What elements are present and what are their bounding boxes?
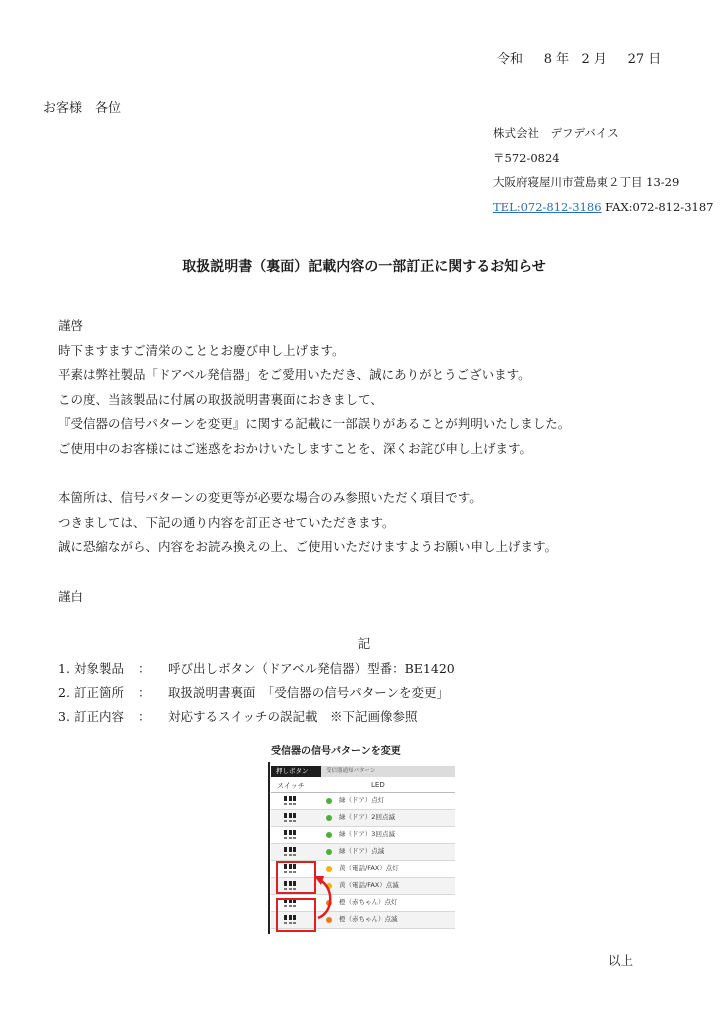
date-day: 27 日 — [627, 52, 662, 67]
sender-contact — [493, 195, 713, 220]
figure-row — [271, 844, 455, 861]
closing-mark: 以上 — [608, 953, 634, 968]
dip-switch-icon — [284, 796, 298, 806]
item-number: 3. — [58, 709, 70, 724]
body-line: この度、当該製品に付属の取扱説明書裏面におきまして、 — [58, 391, 383, 407]
item-label: 訂正内容 — [74, 709, 125, 724]
dip-switch-icon — [284, 847, 298, 857]
body-line: 誠に恐縮ながら、内容をお読み換えの上、ご使用いただけますようお願い申し上げます。 — [58, 539, 558, 554]
item-value: 取扱説明書裏面 「受信器の信号パターンを変更」 — [168, 685, 450, 700]
header-pattern-label: 受信器通知パターン — [326, 768, 376, 774]
header-button-label: 押しボタン — [271, 766, 321, 777]
highlight-box-lower — [276, 898, 316, 932]
item-list — [58, 657, 455, 729]
figure-header-bar — [271, 766, 455, 777]
highlight-box-upper — [276, 861, 316, 894]
list-item — [58, 681, 455, 705]
body-line: つきましては、下記の通り内容を訂正させていただきます。 — [58, 514, 395, 530]
item-label: 対象製品 — [74, 661, 125, 676]
led-pattern-label: 橙（赤ちゃん）点灯 — [339, 898, 398, 906]
body-line: 時下ますますご清栄のこととお慶び申し上げます。 — [58, 342, 345, 358]
dip-switch-icon — [284, 830, 298, 840]
led-pattern-label: 黄（電話/FAX）点灯 — [339, 864, 399, 872]
figure-row — [271, 810, 455, 827]
led-dot-icon — [326, 832, 332, 838]
led-dot-icon — [326, 849, 332, 855]
item-colon: ： — [138, 709, 151, 724]
addressee: お客様 各位 — [43, 101, 122, 116]
list-item — [58, 705, 455, 729]
tel-link[interactable]: TEL:072-812-3186 — [493, 199, 602, 214]
ki-heading: 記 — [357, 636, 371, 651]
manual-excerpt-figure — [268, 742, 456, 934]
swap-arrow-icon — [312, 870, 340, 926]
sender-block — [493, 121, 713, 219]
figure-row — [271, 827, 455, 844]
item-value: 呼び出しボタン（ドアベル発信器）型番：BE1420 — [168, 661, 455, 676]
item-number: 1. — [58, 661, 70, 676]
item-colon: ： — [138, 661, 151, 676]
item-number: 2. — [58, 685, 70, 700]
led-dot-icon — [326, 815, 332, 821]
list-item — [58, 657, 455, 681]
opening-salutation: 謹啓 — [58, 318, 84, 333]
led-pattern-label: 緑（ドア）点灯 — [339, 796, 385, 804]
body-line: 本箇所は、信号パターンの変更等が必要な場合のみ参照いただく項目です。 — [58, 490, 482, 505]
dip-switch-icon — [284, 813, 298, 823]
item-label: 訂正箇所 — [74, 685, 125, 700]
col-led-label: LED — [371, 781, 385, 789]
sender-company: 株式会社 デフデバイス — [493, 126, 619, 140]
body-line: 平素は弊社製品「ドアベル発信器」をご愛用いただき、誠にありがとうございます。 — [58, 367, 531, 382]
led-pattern-label: 緑（ドア）3回点滅 — [339, 830, 395, 838]
date-month: 2 月 — [581, 52, 607, 67]
sender-postal: 〒572-0824 — [493, 150, 560, 165]
sender-address: 大阪府寝屋川市萱島東２丁目 13-29 — [493, 175, 680, 189]
figure-column-header — [271, 778, 455, 793]
date-era: 令和 — [497, 52, 524, 67]
figure-title: 受信器の信号パターンを変更 — [271, 746, 401, 757]
body-line: 『受信器の信号パターンを変更』に関する記載に一部誤りがあることが判明いたしました。 — [58, 416, 571, 431]
led-pattern-label: 黄（電話/FAX）点滅 — [339, 881, 399, 889]
item-colon: ： — [138, 685, 151, 700]
led-dot-icon — [326, 798, 332, 804]
body-line: ご使用中のお客様にはご迷惑をおかけいたしますことを、深くお詫び申し上げます。 — [58, 440, 533, 456]
figure-left-rule — [268, 762, 270, 934]
led-pattern-label: 緑（ドア）点滅 — [339, 847, 385, 855]
fax-number: FAX:072-812-3187 — [605, 199, 714, 214]
closing-salutation: 謹白 — [58, 588, 84, 604]
led-pattern-label: 橙（赤ちゃん）点滅 — [339, 915, 398, 923]
figure-row — [271, 793, 455, 810]
col-switch-label: スイッチ — [277, 782, 305, 790]
led-pattern-label: 緑（ドア）2回点滅 — [339, 813, 395, 821]
date-year: 8 年 — [543, 52, 570, 67]
document-date — [497, 48, 661, 67]
document-title: 取扱説明書（裏面）記載内容の一部訂正に関するお知らせ — [182, 259, 546, 275]
item-value: 対応するスイッチの誤記載 ※下記画像参照 — [168, 709, 418, 724]
letter-body — [58, 314, 570, 609]
